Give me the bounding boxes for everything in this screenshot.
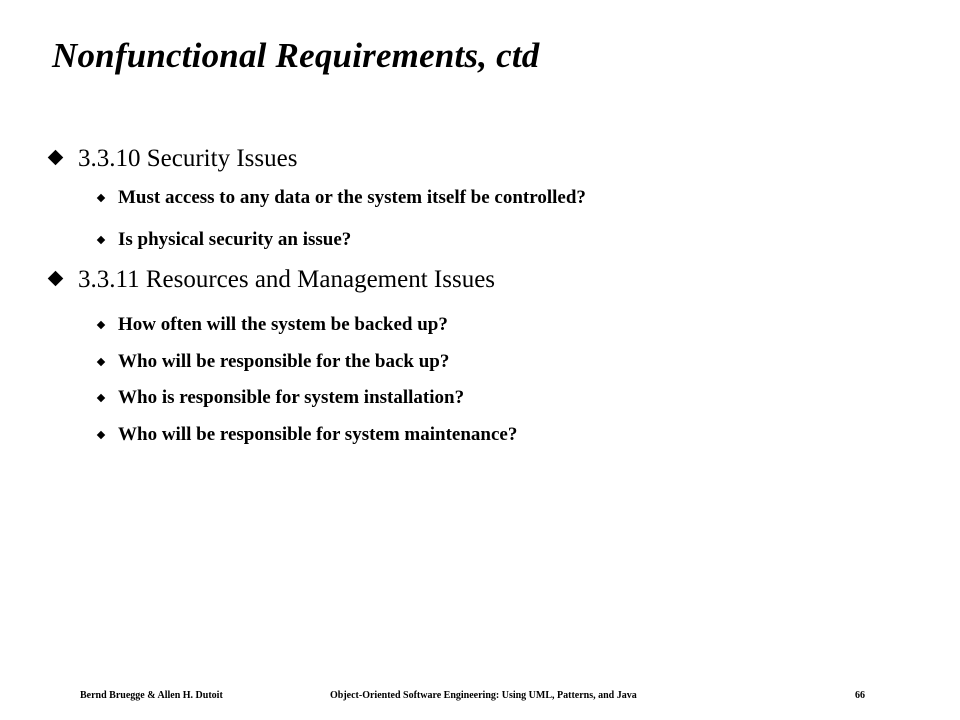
section-resources-management (50, 265, 920, 465)
footer-book-title: Object-Oriented Software Engineering: Using UML, Patterns, and Java (330, 690, 637, 701)
small-diamond-bullet-icon (97, 431, 105, 439)
slide-title: Nonfunctional Requirements, ctd (52, 36, 540, 75)
list-item-text: Who is responsible for system installation? (118, 387, 465, 408)
small-diamond-bullet-icon (97, 194, 105, 202)
footer-authors: Bernd Bruegge & Allen H. Dutoit (80, 690, 223, 701)
small-diamond-bullet-icon (97, 236, 105, 244)
small-diamond-bullet-icon (97, 394, 105, 402)
list-item-text: Must access to any data or the system itself be controlled? (118, 187, 586, 208)
list-item-text: Who will be responsible for system maintenance? (118, 424, 518, 445)
small-diamond-bullet-icon (97, 358, 105, 366)
section-label: 3.3.10 Security Issues (78, 145, 298, 172)
diamond-bullet-icon (48, 150, 64, 166)
list-item-text: How often will the system be backed up? (118, 314, 448, 335)
page-number: 66 (855, 690, 865, 701)
small-diamond-bullet-icon (97, 321, 105, 329)
list-item-text: Who will be responsible for the back up? (118, 351, 450, 372)
section-security (50, 144, 920, 264)
diamond-bullet-icon (48, 271, 64, 287)
list-item-text: Is physical security an issue? (118, 229, 352, 250)
section-label: 3.3.11 Resources and Management Issues (78, 266, 496, 293)
section-header (50, 144, 920, 174)
section-header (50, 265, 920, 295)
